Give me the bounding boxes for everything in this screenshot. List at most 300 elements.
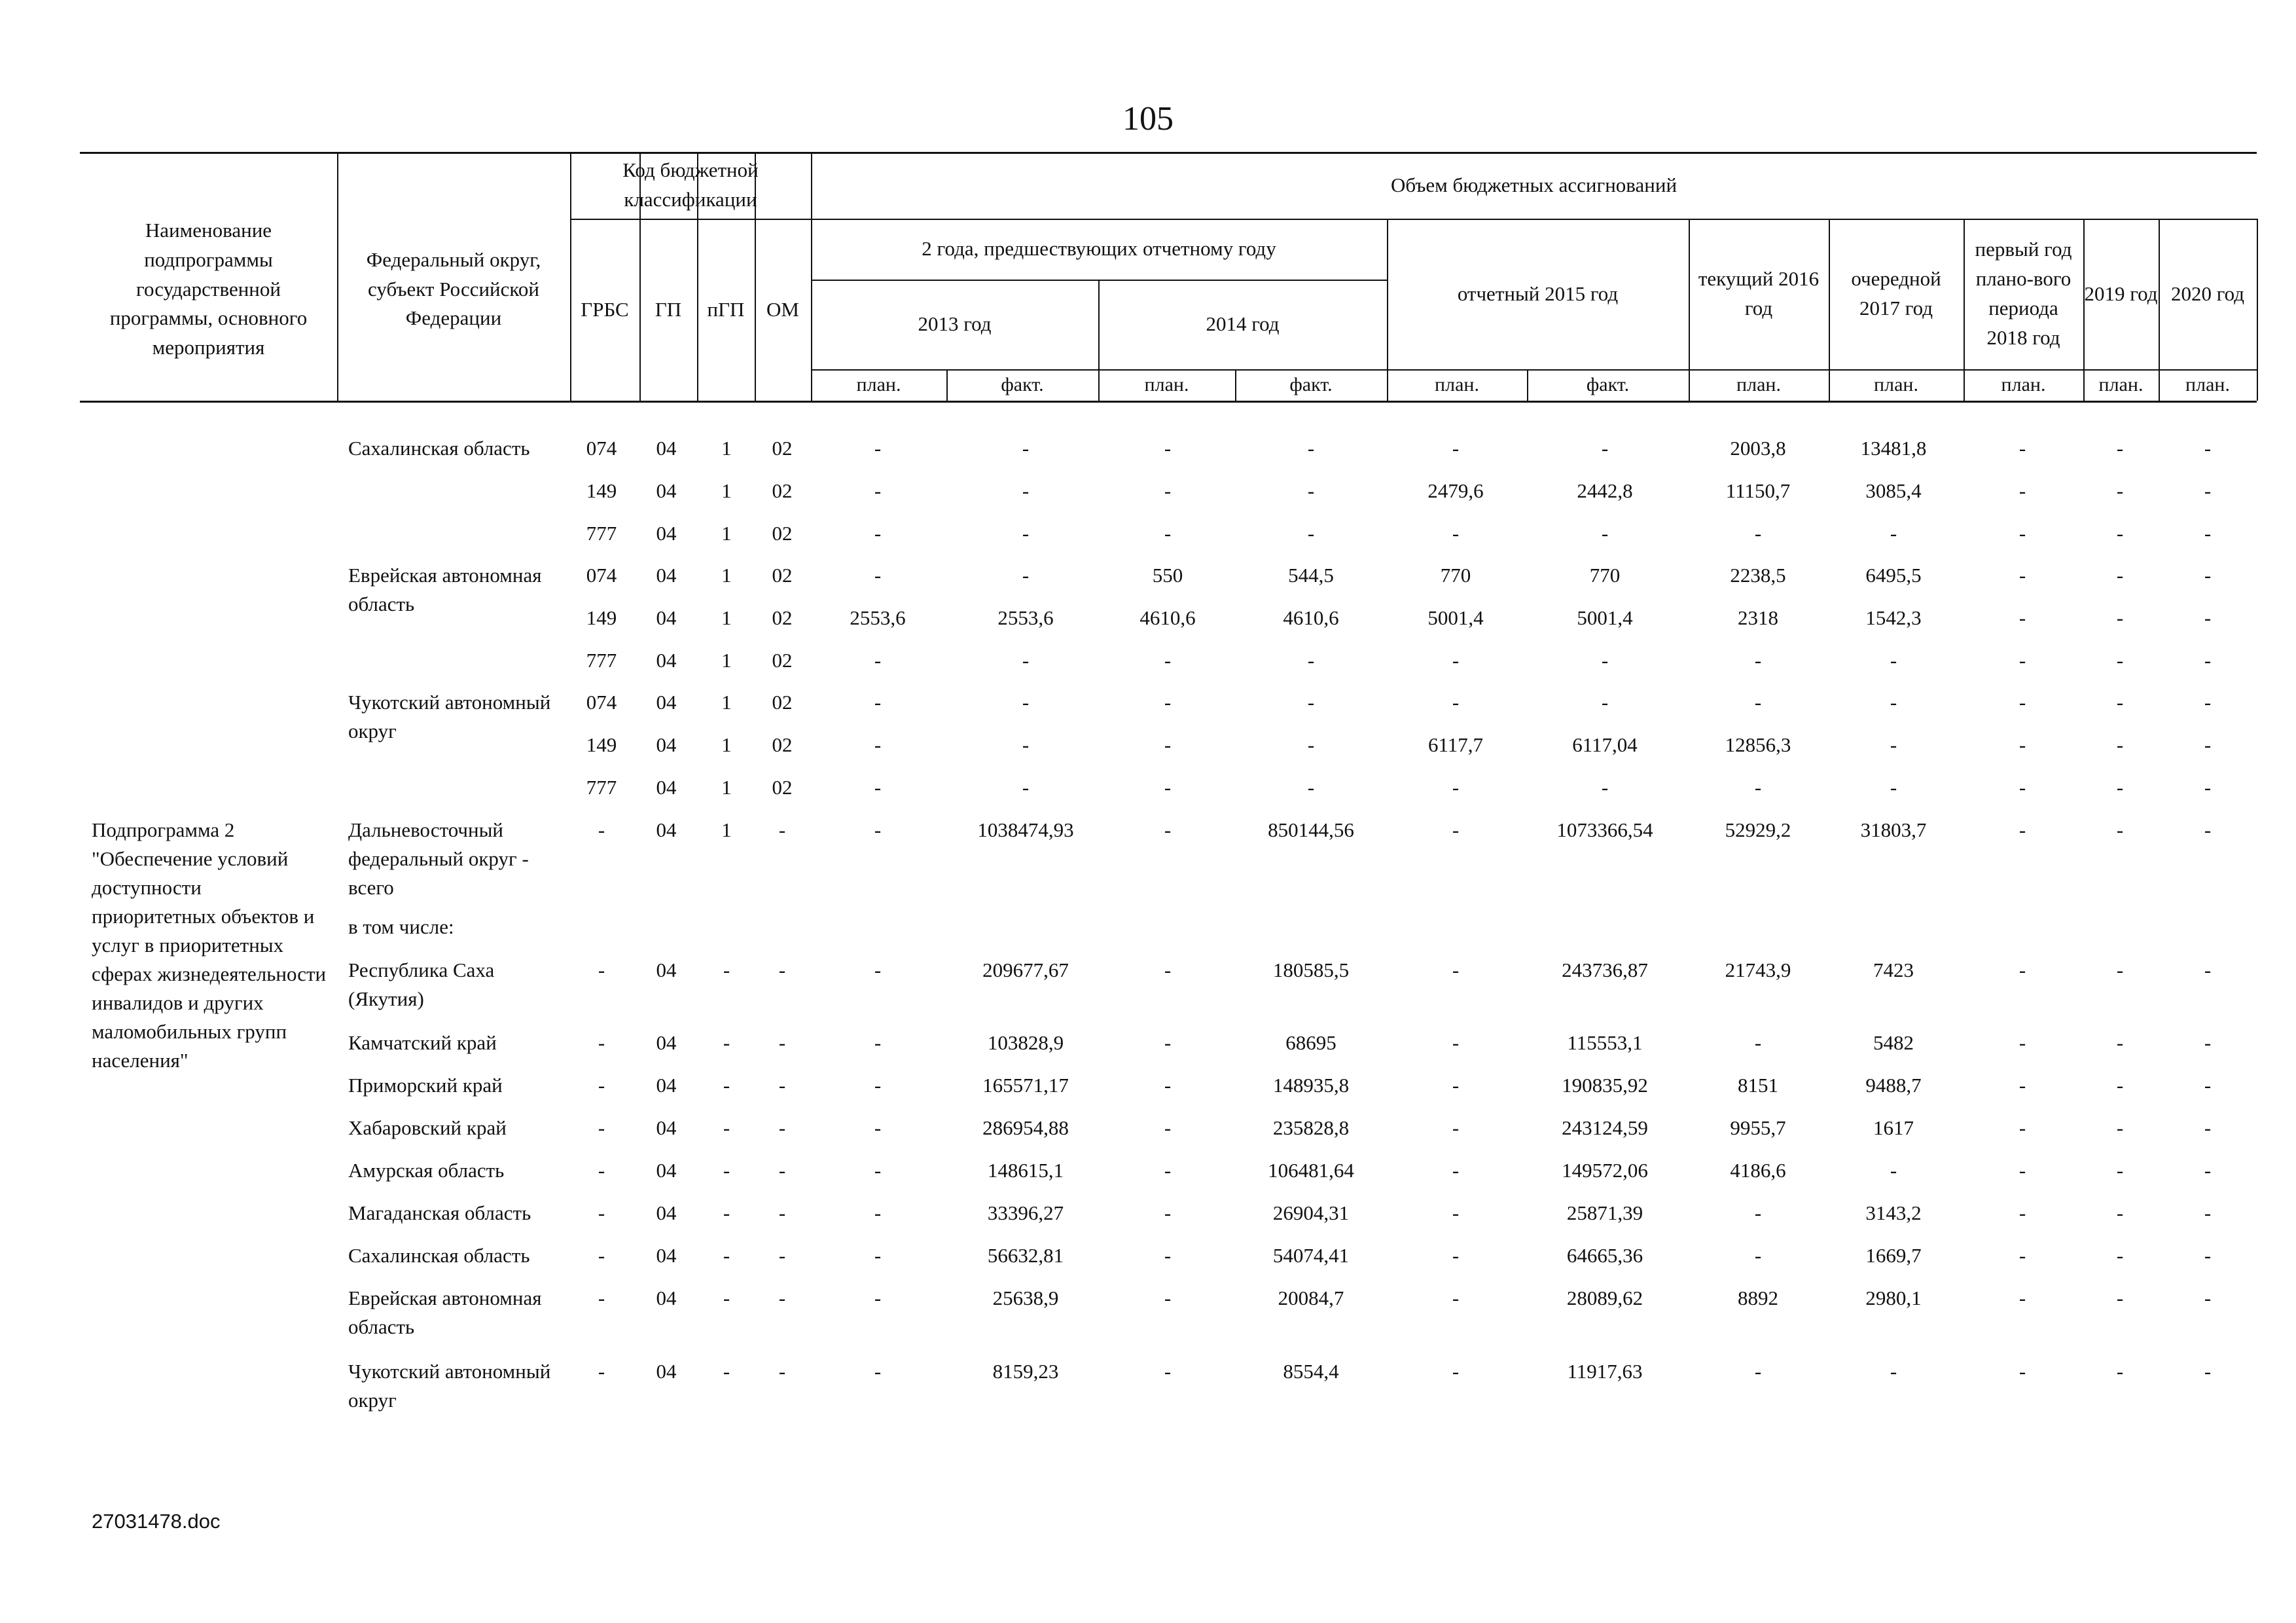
table-cell: - xyxy=(598,958,605,981)
region-name: Еврейская автономная область xyxy=(348,1286,542,1338)
table-cell: - xyxy=(1452,691,1460,714)
page-number: 105 xyxy=(1122,100,1174,137)
table-cell: 8554,4 xyxy=(1283,1360,1339,1383)
table-cell: 02 xyxy=(772,564,793,587)
table-cell: - xyxy=(2204,606,2212,629)
table-cell: - xyxy=(1307,437,1315,460)
table-cell: 8151 xyxy=(1738,1074,1778,1097)
table-cell: 56632,81 xyxy=(987,1244,1064,1267)
table-cell: 8892 xyxy=(1738,1286,1778,1309)
region-name: Хабаровский край xyxy=(348,1116,507,1139)
table-cell: 180585,5 xyxy=(1272,958,1350,981)
table-cell: 777 xyxy=(586,776,617,799)
table-cell: - xyxy=(2116,818,2124,841)
table-cell: 1542,3 xyxy=(1865,606,1922,629)
table-cell: - xyxy=(1164,776,1172,799)
table-cell: 02 xyxy=(772,691,793,714)
table-cell: - xyxy=(874,958,882,981)
table-cell: - xyxy=(1022,776,1030,799)
table-cell: - xyxy=(1452,1360,1460,1383)
table-cell: 04 xyxy=(656,606,677,629)
table-cell: 1 xyxy=(721,649,732,672)
table-cell: - xyxy=(1164,1159,1172,1182)
table-cell: - xyxy=(723,1286,730,1309)
table-cell: - xyxy=(1022,522,1030,545)
table-cell: 26904,31 xyxy=(1272,1201,1350,1224)
table-cell: 4186,6 xyxy=(1730,1159,1786,1182)
table-cell: - xyxy=(778,1031,786,1054)
table-cell: - xyxy=(598,1286,605,1309)
table-cell: - xyxy=(2018,1201,2026,1224)
table-cell: - xyxy=(1452,1244,1460,1267)
table-cell: 04 xyxy=(656,776,677,799)
table-cell: 2553,6 xyxy=(850,606,906,629)
column-header-2017: очередной 2017 год xyxy=(1851,267,1941,319)
region-name: Приморский край xyxy=(348,1074,503,1097)
column-header-gp: ГП xyxy=(655,297,682,321)
table-cell: 5001,4 xyxy=(1427,606,1484,629)
table-cell: - xyxy=(1452,1116,1460,1139)
table-cell: 04 xyxy=(656,958,677,981)
region-name: Камчатский край xyxy=(348,1031,497,1054)
table-cell: - xyxy=(2116,1360,2124,1383)
table-cell: - xyxy=(1754,1360,1762,1383)
table-cell: 25638,9 xyxy=(992,1286,1059,1309)
table-cell: 1 xyxy=(721,479,732,502)
table-cell: - xyxy=(2204,564,2212,587)
table-cell: - xyxy=(874,1244,882,1267)
table-cell: - xyxy=(1164,1074,1172,1097)
table-cell: 2318 xyxy=(1738,606,1778,629)
table-cell: 02 xyxy=(772,776,793,799)
table-cell: - xyxy=(723,1244,730,1267)
table-cell: - xyxy=(874,479,882,502)
table-cell: 1038474,93 xyxy=(977,818,1074,841)
table-cell: 074 xyxy=(586,437,617,460)
table-cell: - xyxy=(2204,1116,2212,1139)
table-cell: - xyxy=(1754,522,1762,545)
table-cell: 3085,4 xyxy=(1865,479,1922,502)
header-vrule xyxy=(2257,219,2258,401)
table-cell: - xyxy=(2116,437,2124,460)
table-cell: - xyxy=(1754,1201,1762,1224)
table-cell: - xyxy=(1452,958,1460,981)
table-cell: - xyxy=(2116,958,2124,981)
table-cell: - xyxy=(1164,1244,1172,1267)
table-cell: - xyxy=(2018,1286,2026,1309)
table-cell: - xyxy=(723,1116,730,1139)
table-cell: 04 xyxy=(656,818,677,841)
table-cell: - xyxy=(2116,649,2124,672)
table-cell: - xyxy=(1452,1159,1460,1182)
table-cell: 64665,36 xyxy=(1566,1244,1643,1267)
table-cell: - xyxy=(1890,649,1897,672)
table-cell: 04 xyxy=(656,437,677,460)
region-name: Сахалинская область xyxy=(348,437,530,460)
table-cell: - xyxy=(1452,1286,1460,1309)
table-cell: - xyxy=(778,1116,786,1139)
table-cell: 770 xyxy=(1440,564,1471,587)
table-cell: 149 xyxy=(586,479,617,502)
table-cell: - xyxy=(2116,606,2124,629)
table-cell: 04 xyxy=(656,479,677,502)
table-cell: - xyxy=(1164,1286,1172,1309)
table-cell: - xyxy=(1022,437,1030,460)
table-cell: 5482 xyxy=(1873,1031,1914,1054)
table-cell: - xyxy=(2204,649,2212,672)
table-cell: - xyxy=(1164,958,1172,981)
region-name: Республика Саха (Якутия) xyxy=(348,958,495,1010)
column-header-kbk: Код бюджетной классификации xyxy=(622,158,759,211)
table-cell: 02 xyxy=(772,522,793,545)
table-cell: 04 xyxy=(656,649,677,672)
table-cell: 209677,67 xyxy=(982,958,1069,981)
table-cell: - xyxy=(1601,691,1609,714)
table-cell: - xyxy=(1452,776,1460,799)
table-cell: - xyxy=(1601,649,1609,672)
table-cell: - xyxy=(2204,1031,2212,1054)
table-cell: - xyxy=(1452,1074,1460,1097)
document-code: 27031478.doc xyxy=(92,1510,221,1533)
table-cell: 777 xyxy=(586,522,617,545)
table-cell: - xyxy=(598,1074,605,1097)
table-cell: 11150,7 xyxy=(1725,479,1791,502)
table-cell: - xyxy=(2018,733,2026,756)
table-cell: - xyxy=(1601,437,1609,460)
table-cell: - xyxy=(2018,1074,2026,1097)
table-cell: - xyxy=(1452,1201,1460,1224)
table-cell: - xyxy=(778,1159,786,1182)
table-cell: - xyxy=(778,1074,786,1097)
table-cell: 04 xyxy=(656,564,677,587)
table-cell: 02 xyxy=(772,437,793,460)
table-cell: 21743,9 xyxy=(1725,958,1791,981)
table-cell: 165571,17 xyxy=(982,1074,1069,1097)
table-cell: - xyxy=(778,1360,786,1383)
table-cell: - xyxy=(1890,733,1897,756)
table-cell: 777 xyxy=(586,649,617,672)
table-cell: - xyxy=(598,1159,605,1182)
column-header-2018: первый год плано-вого периода 2018 год xyxy=(1975,238,2072,349)
table-cell: - xyxy=(874,522,882,545)
column-header-name: Наименование подпрограммы государственной программы, основного мероприятия xyxy=(109,218,308,359)
table-cell: 04 xyxy=(656,1244,677,1267)
table-cell: 6495,5 xyxy=(1865,564,1922,587)
table-cell: - xyxy=(1754,1031,1762,1054)
table-cell: - xyxy=(2018,776,2026,799)
column-header-grbs: ГРБС xyxy=(581,297,629,321)
column-subheader-факт: факт. xyxy=(1586,374,1630,396)
table-cell: 1617 xyxy=(1873,1116,1914,1139)
table-cell: 25871,39 xyxy=(1566,1201,1643,1224)
table-cell: 5001,4 xyxy=(1577,606,1633,629)
table-cell: - xyxy=(1164,1116,1172,1139)
table-cell: - xyxy=(598,1116,605,1139)
table-cell: - xyxy=(2204,437,2212,460)
table-cell: - xyxy=(778,1244,786,1267)
table-cell: - xyxy=(2018,564,2026,587)
table-cell: - xyxy=(2204,733,2212,756)
table-cell: - xyxy=(2204,1286,2212,1309)
table-cell: - xyxy=(2116,1074,2124,1097)
column-subheader-план: план. xyxy=(856,374,901,396)
table-cell: - xyxy=(778,818,786,841)
table-cell: 243736,87 xyxy=(1562,958,1648,981)
table-cell: - xyxy=(2018,691,2026,714)
table-cell: 13481,8 xyxy=(1860,437,1927,460)
table-cell: 04 xyxy=(656,1031,677,1054)
table-cell: - xyxy=(778,958,786,981)
table-cell: - xyxy=(1452,437,1460,460)
column-subheader-план: план. xyxy=(1144,374,1189,396)
table-cell: - xyxy=(598,1031,605,1054)
table-cell: 54074,41 xyxy=(1272,1244,1350,1267)
table-cell: 1669,7 xyxy=(1865,1244,1922,1267)
table-cell: - xyxy=(1164,437,1172,460)
table-cell: 770 xyxy=(1589,564,1621,587)
table-cell: 8159,23 xyxy=(992,1360,1059,1383)
table-cell: 02 xyxy=(772,479,793,502)
table-cell: - xyxy=(874,1286,882,1309)
table-cell: 4610,6 xyxy=(1139,606,1196,629)
table-body xyxy=(80,0,2257,1623)
column-subheader-факт: факт. xyxy=(1289,374,1333,396)
table-cell: 115553,1 xyxy=(1567,1031,1643,1054)
table-cell: 2442,8 xyxy=(1577,479,1633,502)
column-subheader-план: план. xyxy=(2098,374,2144,396)
table-cell: - xyxy=(1164,691,1172,714)
subprogram-name: Подпрограмма 2 "Обеспечение условий доступности приоритетных объектов и услуг в приоритетных сферах жизнедеятельности инвалидов и других маломобильных групп населения" xyxy=(92,818,327,1072)
table-cell: - xyxy=(1754,1244,1762,1267)
table-cell: - xyxy=(2018,958,2026,981)
table-cell: - xyxy=(1022,649,1030,672)
table-cell: - xyxy=(1754,649,1762,672)
table-cell: - xyxy=(874,733,882,756)
table-cell: - xyxy=(874,1116,882,1139)
table-cell: - xyxy=(874,1074,882,1097)
table-cell: - xyxy=(1022,564,1030,587)
column-header-2014: 2014 год xyxy=(1206,312,1280,336)
table-cell: 20084,7 xyxy=(1278,1286,1344,1309)
table-cell: 04 xyxy=(656,1116,677,1139)
region-name: Сахалинская область xyxy=(348,1244,530,1267)
table-cell: 04 xyxy=(656,733,677,756)
table-cell: 04 xyxy=(656,522,677,545)
table-cell: - xyxy=(2116,1159,2124,1182)
table-cell: 2980,1 xyxy=(1865,1286,1922,1309)
table-cell: - xyxy=(1452,522,1460,545)
table-cell: 11917,63 xyxy=(1567,1360,1643,1383)
table-cell: - xyxy=(723,1031,730,1054)
table-cell: - xyxy=(1890,776,1897,799)
table-cell: - xyxy=(598,818,605,841)
table-cell: - xyxy=(874,1159,882,1182)
table-cell: - xyxy=(2018,479,2026,502)
table-cell: - xyxy=(2204,958,2212,981)
table-cell: - xyxy=(874,1031,882,1054)
table-cell: 2479,6 xyxy=(1427,479,1484,502)
region-name: в том числе: xyxy=(348,915,454,938)
table-cell: - xyxy=(2204,522,2212,545)
table-cell: - xyxy=(1022,479,1030,502)
table-cell: - xyxy=(723,1201,730,1224)
table-cell: - xyxy=(1754,691,1762,714)
table-cell: 243124,59 xyxy=(1562,1116,1648,1139)
table-cell: - xyxy=(2116,1286,2124,1309)
table-cell: - xyxy=(874,437,882,460)
table-cell: 28089,62 xyxy=(1566,1286,1643,1309)
table-cell: - xyxy=(1307,522,1315,545)
table-cell: - xyxy=(2204,1159,2212,1182)
column-header-om: ОМ xyxy=(766,297,799,321)
column-header-2020: 2020 год xyxy=(2170,282,2245,305)
region-name: Магаданская область xyxy=(348,1201,531,1224)
table-cell: 1 xyxy=(721,437,732,460)
table-cell: 1 xyxy=(721,818,732,841)
table-cell: - xyxy=(1601,522,1609,545)
table-cell: - xyxy=(1022,691,1030,714)
table-cell: - xyxy=(2116,479,2124,502)
table-cell: - xyxy=(1307,691,1315,714)
table-cell: 149 xyxy=(586,733,617,756)
table-cell: - xyxy=(874,564,882,587)
table-cell: - xyxy=(1164,1360,1172,1383)
table-cell: 68695 xyxy=(1285,1031,1336,1054)
table-cell: - xyxy=(1754,776,1762,799)
table-cell: - xyxy=(2018,818,2026,841)
table-cell: 1 xyxy=(721,776,732,799)
table-cell: - xyxy=(2116,564,2124,587)
table-cell: - xyxy=(778,1286,786,1309)
table-cell: 6117,7 xyxy=(1427,733,1484,756)
table-cell: - xyxy=(598,1201,605,1224)
table-cell: - xyxy=(2018,437,2026,460)
table-cell: - xyxy=(1890,1360,1897,1383)
table-cell: - xyxy=(1890,522,1897,545)
region-name: Еврейская автономная область xyxy=(348,564,542,615)
table-cell: 074 xyxy=(586,691,617,714)
table-cell: 6117,04 xyxy=(1572,733,1638,756)
table-cell: - xyxy=(1164,1201,1172,1224)
table-cell: 286954,88 xyxy=(982,1116,1069,1139)
table-cell: 149572,06 xyxy=(1562,1159,1648,1182)
table-cell: - xyxy=(874,691,882,714)
column-header-volume: Объем бюджетных ассигнований xyxy=(1390,173,1677,196)
table-cell: - xyxy=(2204,479,2212,502)
table-cell: 550 xyxy=(1152,564,1183,587)
table-cell: 04 xyxy=(656,1074,677,1097)
table-cell: - xyxy=(1890,1159,1897,1182)
table-cell: - xyxy=(2116,776,2124,799)
table-cell: - xyxy=(1307,733,1315,756)
table-cell: - xyxy=(2116,733,2124,756)
table-cell: 2238,5 xyxy=(1730,564,1786,587)
table-cell: - xyxy=(2116,1201,2124,1224)
column-header-2019: 2019 год xyxy=(2084,282,2158,305)
table-cell: - xyxy=(598,1360,605,1383)
table-cell: - xyxy=(2116,1031,2124,1054)
table-cell: 1 xyxy=(721,691,732,714)
table-cell: - xyxy=(723,1074,730,1097)
table-cell: - xyxy=(1452,818,1460,841)
table-cell: - xyxy=(2018,1031,2026,1054)
table-cell: - xyxy=(1164,649,1172,672)
table-cell: 544,5 xyxy=(1288,564,1334,587)
table-cell: - xyxy=(723,1159,730,1182)
table-cell: 3143,2 xyxy=(1865,1201,1922,1224)
table-cell: - xyxy=(723,958,730,981)
table-cell: - xyxy=(1452,1031,1460,1054)
table-cell: - xyxy=(1307,776,1315,799)
column-subheader-план: план. xyxy=(2185,374,2230,396)
region-name: Чукотский автономный округ xyxy=(348,691,551,742)
table-cell: - xyxy=(1164,522,1172,545)
table-cell: - xyxy=(1307,649,1315,672)
table-cell: 02 xyxy=(772,733,793,756)
region-name: Дальневосточный федеральный округ - всего xyxy=(348,818,529,899)
table-cell: - xyxy=(874,1360,882,1383)
table-cell: - xyxy=(1307,479,1315,502)
table-cell: - xyxy=(2204,1244,2212,1267)
table-cell: 02 xyxy=(772,649,793,672)
table-cell: - xyxy=(2116,691,2124,714)
table-cell: - xyxy=(1601,776,1609,799)
table-cell: 2553,6 xyxy=(997,606,1054,629)
table-cell: 04 xyxy=(656,1360,677,1383)
table-cell: - xyxy=(598,1244,605,1267)
table-cell: - xyxy=(2018,649,2026,672)
table-cell: - xyxy=(2018,1360,2026,1383)
table-cell: - xyxy=(2116,1116,2124,1139)
table-cell: 148615,1 xyxy=(987,1159,1064,1182)
table-cell: 31803,7 xyxy=(1860,818,1927,841)
table-cell: - xyxy=(1164,818,1172,841)
table-cell: - xyxy=(2018,1116,2026,1139)
table-cell: 074 xyxy=(586,564,617,587)
table-cell: 148935,8 xyxy=(1272,1074,1350,1097)
table-cell: 12856,3 xyxy=(1725,733,1791,756)
column-header-2013: 2013 год xyxy=(918,312,992,336)
table-cell: - xyxy=(2204,776,2212,799)
table-cell: - xyxy=(778,1201,786,1224)
table-cell: 1 xyxy=(721,522,732,545)
column-header-2015: отчетный 2015 год xyxy=(1457,282,1619,305)
table-cell: 9955,7 xyxy=(1730,1116,1786,1139)
table-cell: 02 xyxy=(772,606,793,629)
table-cell: 9488,7 xyxy=(1865,1074,1922,1097)
column-subheader-план: план. xyxy=(2001,374,2046,396)
table-cell: 190835,92 xyxy=(1562,1074,1648,1097)
table-cell: - xyxy=(1164,479,1172,502)
table-cell: - xyxy=(2204,1360,2212,1383)
table-cell: 04 xyxy=(656,691,677,714)
region-name: Чукотский автономный округ xyxy=(348,1360,551,1412)
table-cell: - xyxy=(2116,1244,2124,1267)
table-cell: - xyxy=(2018,1159,2026,1182)
table-cell: 04 xyxy=(656,1286,677,1309)
table-cell: 04 xyxy=(656,1159,677,1182)
table-cell: - xyxy=(2018,606,2026,629)
table-cell: 52929,2 xyxy=(1725,818,1791,841)
column-subheader-план: план. xyxy=(1435,374,1479,396)
table-cell: 1 xyxy=(721,564,732,587)
table-cell: - xyxy=(2204,1074,2212,1097)
table-cell: 103828,9 xyxy=(987,1031,1064,1054)
column-subheader-план: план. xyxy=(1736,374,1781,396)
table-cell: - xyxy=(2116,522,2124,545)
table-cell: - xyxy=(2204,818,2212,841)
table-cell: - xyxy=(1452,649,1460,672)
